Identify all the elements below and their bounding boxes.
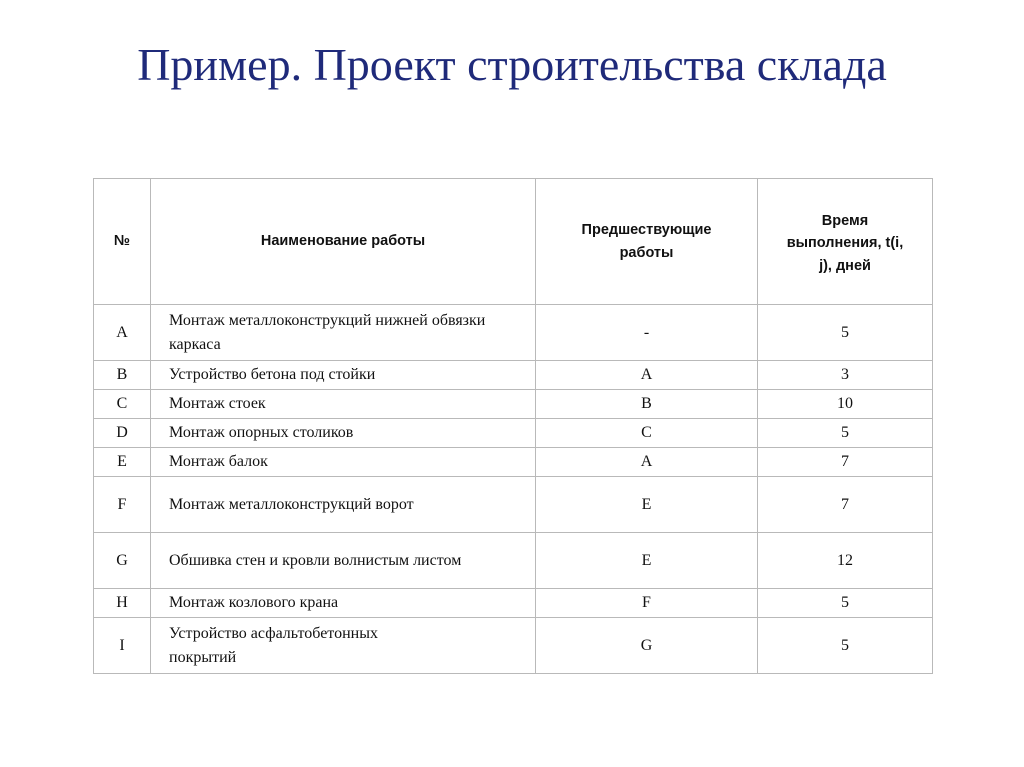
row-time: 5 bbox=[758, 305, 933, 361]
table-row bbox=[94, 390, 933, 419]
header-time: Время выполнения, t(i, j), дней bbox=[758, 179, 933, 305]
row-id: E bbox=[94, 448, 151, 477]
table-row bbox=[94, 618, 933, 674]
table-row bbox=[94, 419, 933, 448]
row-pred: E bbox=[536, 533, 758, 589]
row-name: Монтаж козлового крана bbox=[151, 589, 536, 618]
row-pred: F bbox=[536, 589, 758, 618]
row-name: Монтаж металлоконструкций ворот bbox=[151, 477, 536, 533]
row-time: 7 bbox=[758, 477, 933, 533]
row-id: D bbox=[94, 419, 151, 448]
row-name: Устройство бетона под стойки bbox=[151, 361, 536, 390]
row-id: G bbox=[94, 533, 151, 589]
row-id: F bbox=[94, 477, 151, 533]
row-pred: G bbox=[536, 618, 758, 674]
row-time: 5 bbox=[758, 419, 933, 448]
table-row bbox=[94, 305, 933, 361]
row-name: Монтаж металлоконструкций нижней обвязки каркаса bbox=[151, 305, 536, 361]
works-table bbox=[93, 178, 933, 674]
table-row bbox=[94, 533, 933, 589]
table-row bbox=[94, 477, 933, 533]
table-row bbox=[94, 589, 933, 618]
row-id: H bbox=[94, 589, 151, 618]
row-pred: E bbox=[536, 477, 758, 533]
header-num: № bbox=[94, 179, 151, 305]
table-header-row bbox=[94, 179, 933, 305]
table-row bbox=[94, 448, 933, 477]
row-time: 12 bbox=[758, 533, 933, 589]
row-pred: - bbox=[536, 305, 758, 361]
row-time: 7 bbox=[758, 448, 933, 477]
row-name: Монтаж балок bbox=[151, 448, 536, 477]
row-id: C bbox=[94, 390, 151, 419]
row-name: Монтаж стоек bbox=[151, 390, 536, 419]
row-time: 5 bbox=[758, 589, 933, 618]
row-time: 5 bbox=[758, 618, 933, 674]
row-pred: B bbox=[536, 390, 758, 419]
slide-title: Пример. Проект строительства склада bbox=[137, 39, 887, 90]
header-name: Наименование работы bbox=[151, 179, 536, 305]
row-id: I bbox=[94, 618, 151, 674]
header-pred: Предшествующие работы bbox=[536, 179, 758, 305]
row-name: Устройство асфальтобетонных покрытий bbox=[151, 618, 536, 674]
row-pred: A bbox=[536, 448, 758, 477]
row-time: 3 bbox=[758, 361, 933, 390]
row-pred: C bbox=[536, 419, 758, 448]
row-name: Монтаж опорных столиков bbox=[151, 419, 536, 448]
row-id: A bbox=[94, 305, 151, 361]
table-row bbox=[94, 361, 933, 390]
row-pred: A bbox=[536, 361, 758, 390]
row-name: Обшивка стен и кровли волнистым листом bbox=[151, 533, 536, 589]
row-id: B bbox=[94, 361, 151, 390]
row-time: 10 bbox=[758, 390, 933, 419]
